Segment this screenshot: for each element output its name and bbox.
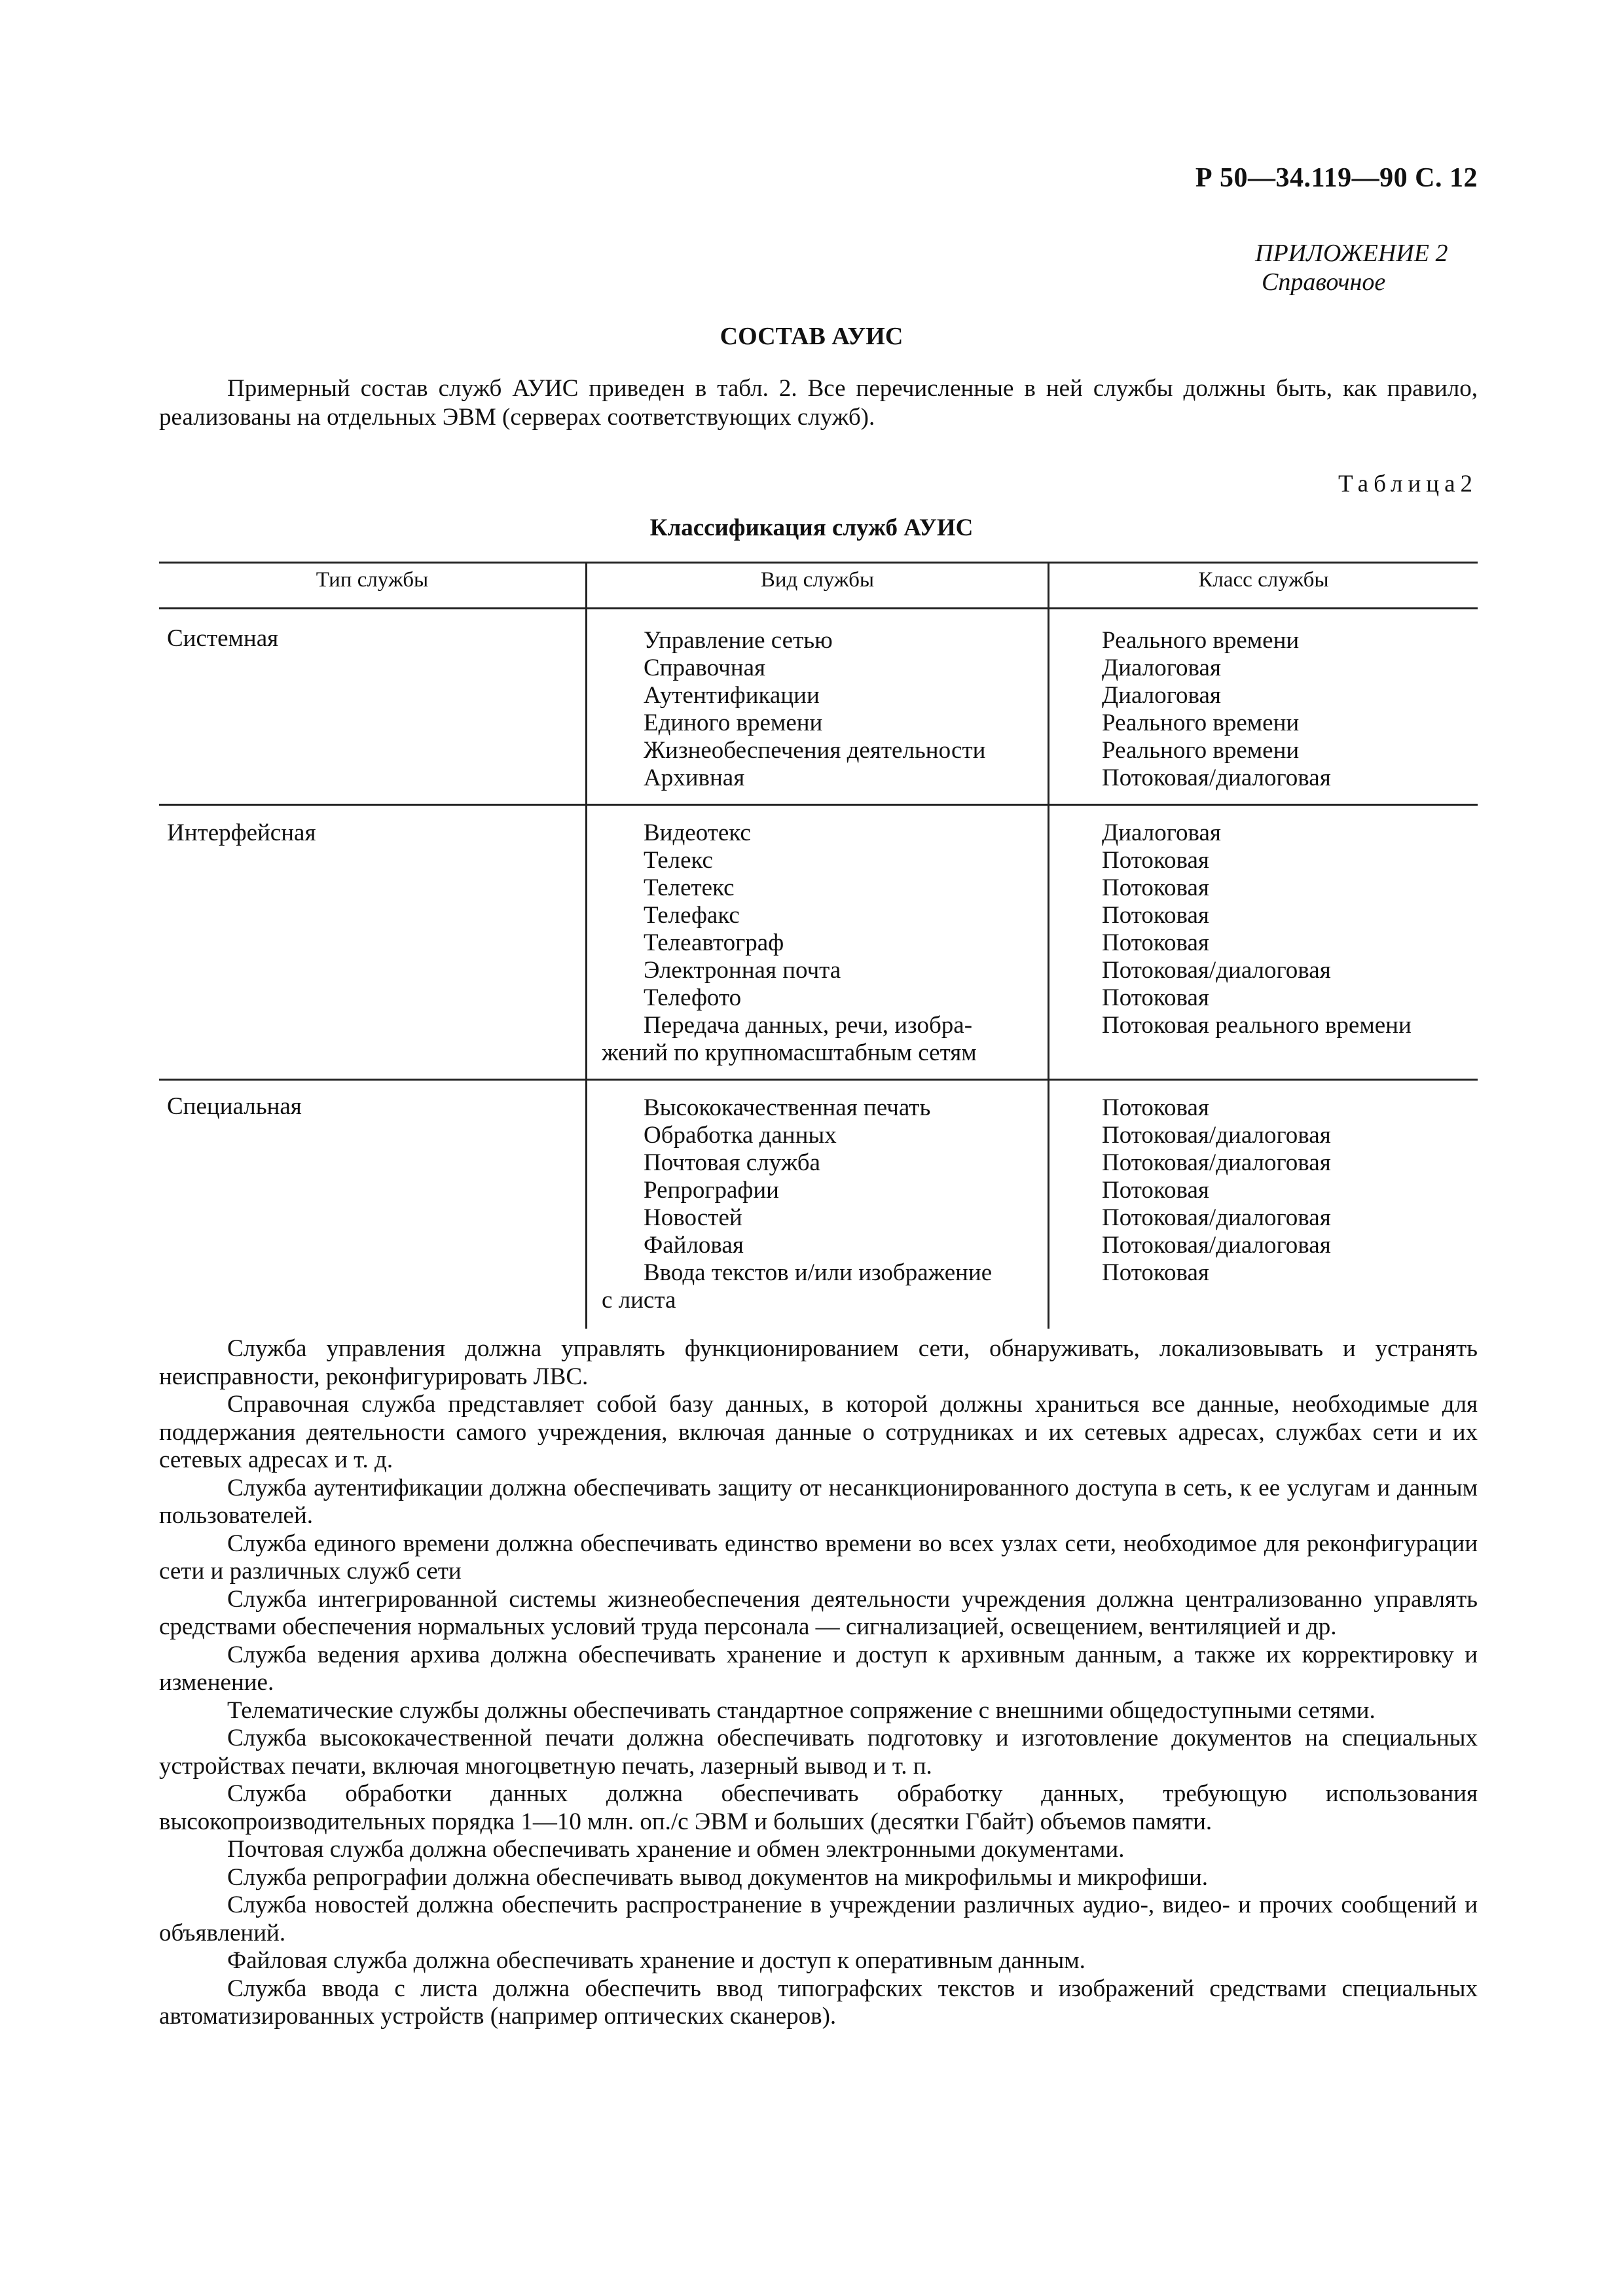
paragraph: Телематические службы должны обеспечивать стандартное сопряжение с внешними общедоступными сетями. [227, 1696, 1376, 1724]
list-item: Диалоговая [1102, 682, 1221, 709]
list-item: Реального времени [1102, 627, 1300, 654]
paragraph: Служба новостей должна обеспечить распространение в учреждении различных аудио-, видео- и прочих сообщений и объявлений. [159, 1892, 1478, 1946]
list-item: с листа [602, 1287, 676, 1314]
list-item: Новостей [644, 1204, 742, 1231]
table-cell-kinds [602, 819, 977, 1067]
paragraph: Служба аутентификации должна обеспечивать защиту от несанкционированного доступа в сеть, к ее услугам и данным пользователей. [159, 1474, 1478, 1529]
list-item: Потоковая [1102, 874, 1209, 901]
table-row-divider [159, 1079, 1478, 1081]
paragraph: Служба высококачественной печати должна обеспечивать подготовку и изготовление документов на специальных устройствах печати, включая многоцветную печать, лазерный вывод и т. п. [159, 1725, 1478, 1780]
table-caption: Классификация служб АУИС [649, 514, 974, 541]
list-item: Потоковая/диалоговая [1102, 1232, 1331, 1259]
table-cell-type: Системная [167, 625, 279, 652]
table-cell-kinds [602, 1094, 993, 1314]
paragraph: Справочная служба представляет собой базу данных, в которой должны храниться все данные, необходимые для поддержания деятельности самого учреждения, включая данные о сотрудниках и их сетевых адресах, службах сети и их сетевых адресах и т. д. [159, 1391, 1478, 1473]
list-item: Потоковая [1102, 902, 1209, 929]
list-item: Потоковая/диалоговая [1102, 764, 1331, 791]
table-number: Таблица2 [1338, 471, 1478, 497]
table-header-class: Класс службы [1198, 568, 1329, 592]
table-cell-classes [1102, 627, 1331, 792]
list-item: Реального времени [1102, 737, 1300, 764]
table-header-border [159, 607, 1478, 609]
paragraph: Служба единого времени должна обеспечивать единство времени во всех узлах сети, необходимое для реконфигурации сети и различных служб сети [159, 1530, 1478, 1585]
list-item: Репрографии [644, 1177, 779, 1204]
table-row-divider [159, 804, 1478, 806]
list-item: Потоковая [1102, 984, 1209, 1011]
paragraph: Служба интегрированной системы жизнеобеспечения деятельности учреждения должна централизованно управлять средствами обеспечения нормальных условий труда персонала — сигнализацией, освещением, вентиляцией и др. [159, 1585, 1478, 1640]
paragraph: Почтовая служба должна обеспечивать хранение и обмен электронными документами. [227, 1836, 1125, 1863]
list-item: Справочная [644, 655, 766, 681]
intro-paragraph [159, 374, 1478, 432]
list-item: Телетекс [644, 874, 735, 901]
list-item: Обработка данных [644, 1122, 837, 1149]
list-item: Файловая [644, 1232, 744, 1259]
list-item: жений по крупномасштабным сетям [602, 1039, 977, 1066]
list-item: Диалоговая [1102, 655, 1221, 681]
paragraph: Файловая служба должна обеспечивать хранение и доступ к оперативным данным. [227, 1947, 1085, 1974]
list-item: Электронная почта [644, 957, 841, 984]
list-item: Телефото [644, 984, 742, 1011]
table-top-border [159, 562, 1478, 564]
list-item: Реального времени [1102, 709, 1300, 736]
document-code: Р 50—34.119—90 С. 12 [1195, 163, 1478, 193]
list-item: Потоковая [1102, 847, 1209, 874]
list-item: Потоковая реального времени [1102, 1012, 1412, 1039]
intro-text: Примерный состав служб АУИС приведен в табл. 2. Все перечисленные в ней службы должны быть, как правило, реализованы на отдельных ЭВМ (серверах соответствующих служб). [159, 375, 1478, 431]
table-cell-type: Интерфейсная [167, 819, 316, 846]
list-item: Единого времени [644, 709, 823, 736]
list-item: Потоковая/диалоговая [1102, 1204, 1331, 1231]
list-item: Потоковая/диалоговая [1102, 957, 1331, 984]
list-item: Управление сетью [644, 627, 833, 654]
list-item: Передача данных, речи, изобра- [644, 1012, 973, 1039]
appendix-number: ПРИЛОЖЕНИЕ 2 [1255, 240, 1448, 267]
appendix-type: Справочное [1262, 268, 1386, 296]
body-text [159, 1335, 1478, 2031]
paragraph: Служба управления должна управлять функционированием сети, обнаруживать, локализовывать и устранять неисправности, реконфигурировать ЛВС. [159, 1335, 1478, 1390]
paragraph: Служба ведения архива должна обеспечивать хранение и доступ к архивным данным, а также их корректировку и изменение. [159, 1641, 1478, 1696]
list-item: Архивная [644, 764, 745, 791]
list-item: Потоковая/диалоговая [1102, 1149, 1331, 1176]
list-item: Потоковая [1102, 1177, 1209, 1204]
table-cell-classes [1102, 819, 1412, 1039]
table-header-type: Тип службы [316, 568, 429, 592]
table-cell-classes [1102, 1094, 1331, 1287]
list-item: Почтовая служба [644, 1149, 820, 1176]
list-item: Видеотекс [644, 819, 751, 846]
list-item: Телефакс [644, 902, 740, 929]
list-item: Аутентификации [644, 682, 820, 709]
list-item: Телеавтограф [644, 929, 784, 956]
paragraph: Служба обработки данных должна обеспечивать обработку данных, требующую использования высокопроизводительных порядка 1—10 млн. оп./с ЭВМ и больших (десятки Гбайт) объемов памяти. [159, 1780, 1478, 1835]
list-item: Потоковая [1102, 1094, 1209, 1121]
list-item: Потоковая/диалоговая [1102, 1122, 1331, 1149]
list-item: Диалоговая [1102, 819, 1221, 846]
table-cell-kinds [644, 627, 985, 792]
appendix-label [1255, 239, 1478, 296]
table-header-kind: Вид службы [760, 568, 875, 592]
paragraph: Служба ввода с листа должна обеспечить ввод типографских текстов и изображений средствами специальных автоматизированных устройств (например оптических сканеров). [159, 1975, 1478, 2030]
table-cell-type: Специальная [167, 1093, 302, 1120]
paragraph: Служба репрографии должна обеспечивать вывод документов на микрофильмы и микрофиши. [227, 1863, 1209, 1891]
list-item: Ввода текстов и/или изображение [644, 1259, 993, 1286]
table-column-divider [1048, 562, 1049, 1329]
list-item: Жизнеобеспечения деятельности [644, 737, 986, 764]
list-item: Телекс [644, 847, 713, 874]
page-title: СОСТАВ АУИС [720, 323, 903, 350]
list-item: Потоковая [1102, 929, 1209, 956]
table-column-divider [585, 562, 587, 1329]
list-item: Потоковая [1102, 1259, 1209, 1286]
list-item: Высококачественная печать [644, 1094, 931, 1121]
